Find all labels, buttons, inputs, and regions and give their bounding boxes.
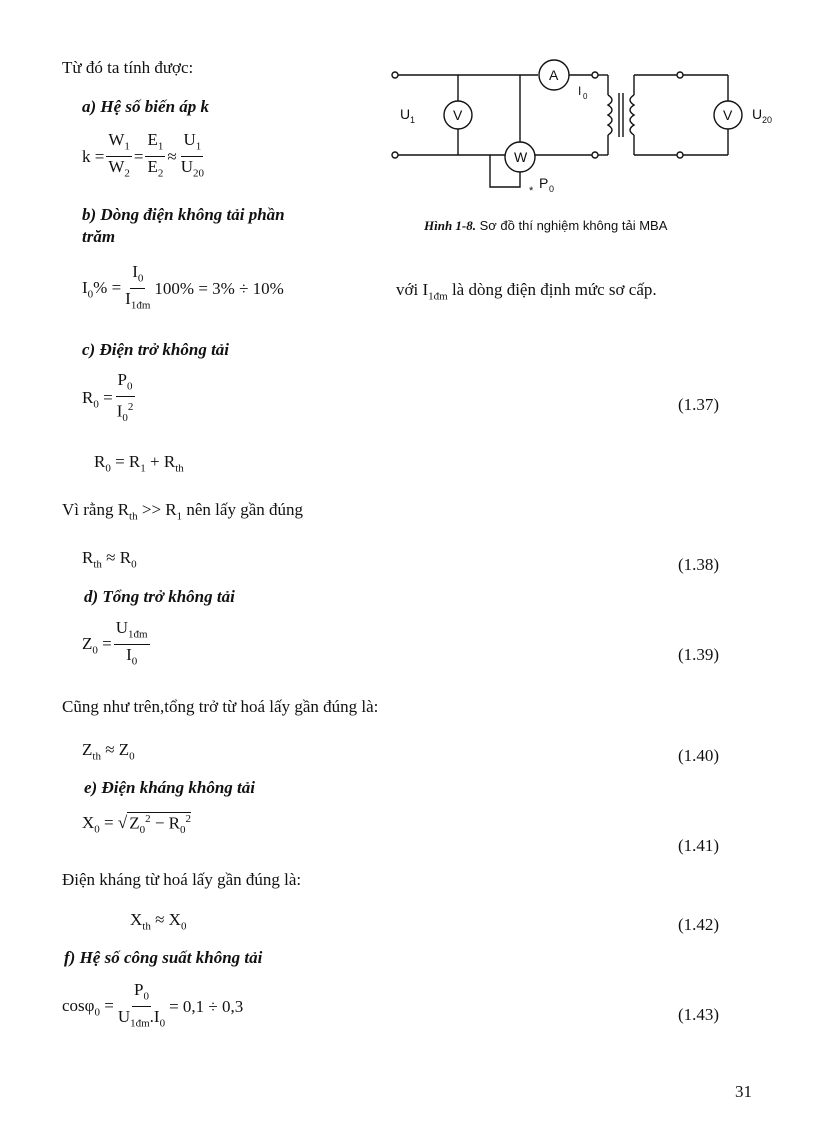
u20-label: U — [752, 106, 763, 122]
heading-c: c) Điện trở không tải — [82, 340, 230, 359]
wattmeter-label: W — [514, 149, 528, 165]
terminal-bottom-left — [392, 152, 398, 158]
eq-number-140: (1.40) — [678, 746, 720, 765]
ammeter-label: A — [549, 67, 559, 83]
equation-k: k = $\frac{W_1}{W_2}$ = $\frac{E_1}{E_2}$ ≈ $\frac{U_1}{U_{20}}$ — [82, 130, 204, 180]
p0-sub: 0 — [549, 184, 555, 194]
i0-note: với $I_{1đm}$ là dòng điện định mức sơ cấp. — [396, 280, 657, 303]
equation-xth: $X_{th} \approx X_0$ — [130, 910, 187, 933]
equation-z0: $Z_0$ = $\frac{U_{1đm}}{I_0}$ — [82, 618, 148, 668]
heading-e: e) Điện kháng không tải — [84, 778, 255, 797]
voltmeter-right-label: V — [723, 107, 733, 123]
cung-nhu-text: Cũng như trên,tổng trở từ hoá lấy gần đúng là: — [62, 697, 379, 716]
u1-sub: 1 — [410, 115, 416, 125]
heading-d: d) Tổng trở không tải — [84, 587, 235, 606]
k-prefix: k = — [82, 146, 105, 166]
i0-label: I — [578, 84, 582, 98]
cos-result: = 0,1 ÷ 0,3 — [169, 996, 244, 1016]
eq-number-137: (1.37) — [678, 395, 720, 414]
eq-number-138: (1.38) — [678, 555, 720, 574]
p0-label: P — [539, 175, 549, 191]
circuit-diagram — [380, 55, 800, 215]
equation-i0-percent: $I_0\%$ = $\frac{I_0}{I_{1đm}}$ 100% = 3% ÷ 10% — [82, 262, 284, 312]
eq-number-139: (1.39) — [678, 645, 720, 664]
equation-rth: $R_{th} \approx R_0$ — [82, 548, 137, 571]
heading-b-line1: b) Dòng điện không tải phần — [82, 205, 285, 224]
eq-number-141: (1.41) — [678, 836, 720, 855]
heading-a: a) Hệ số biến áp k — [82, 97, 210, 116]
heading-b-line2: trăm — [82, 227, 116, 246]
terminal-top-left — [392, 72, 398, 78]
dien-khang-text: Điện kháng từ hoá lấy gần đúng là: — [62, 870, 302, 889]
figure-caption: Hình 1-8. Sơ đồ thí nghiệm không tải MBA — [424, 218, 668, 233]
heading-f: f) Hệ số công suất không tải — [64, 948, 263, 967]
u20-sub: 20 — [762, 115, 773, 125]
vi-rang-text: Vì rằng $R_{th} >> R_1$ nên lấy gần đúng — [62, 500, 303, 523]
equation-zth: $Z_{th} \approx Z_0$ — [82, 740, 135, 763]
equation-cos: cosφ$_0$ = $\frac{P_0}{U_{1đm}.I_0}$ = 0,1 ÷ 0,3 — [62, 980, 244, 1030]
intro-text: Từ đó ta tính được: — [62, 58, 194, 77]
u1-label: U — [400, 106, 411, 122]
star-mark: * — [529, 185, 534, 197]
i0-result: 100% = 3% ÷ 10% — [154, 278, 284, 298]
equation-x0: $X_0$ = √ $Z_0^2 - R_0^2$ — [82, 812, 192, 837]
i0-sub: 0 — [583, 92, 588, 101]
eq-number-142: (1.42) — [678, 915, 720, 934]
equation-r0-sum: $R_0 = R_1 + R_{th}$ — [94, 452, 184, 475]
page-number: 31 — [735, 1082, 752, 1101]
voltmeter-left-label: V — [453, 107, 463, 123]
equation-r0: $R_0$ = $\frac{P_0}{I_0^2}$ — [82, 370, 134, 425]
eq-number-143: (1.43) — [678, 1005, 720, 1024]
